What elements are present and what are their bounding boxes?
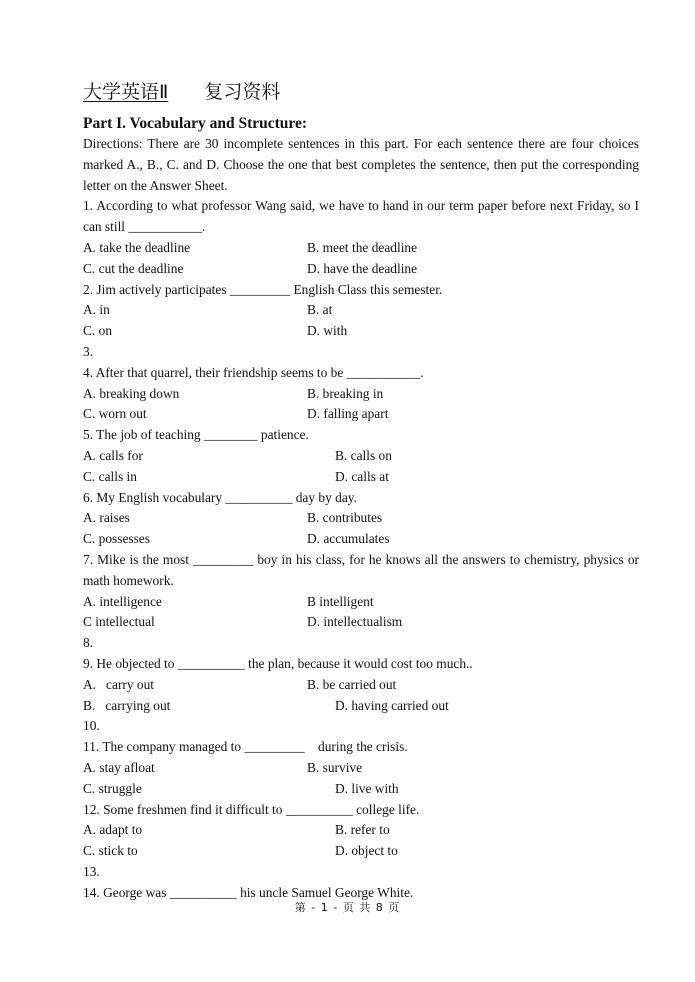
option-b: B. meet the deadline — [307, 239, 418, 255]
question-stem: 3. — [83, 343, 94, 359]
questions-body — [83, 134, 639, 903]
option-b: B. survive — [307, 759, 363, 775]
option-d: D. object to — [335, 843, 398, 859]
option-a: A. raises — [83, 510, 130, 526]
option-row — [83, 321, 639, 342]
question-stem: 8. — [83, 635, 94, 651]
question-stem: 10. — [83, 718, 100, 734]
page-footer: 第 - 1 - 页 共 8 页 — [294, 901, 401, 914]
option-c: C intellectual — [83, 614, 155, 630]
option-d: D. calls at — [335, 468, 389, 484]
option-a: A. intelligence — [83, 593, 162, 609]
option-c: B. carrying out — [83, 697, 171, 713]
option-a: A. in — [83, 302, 110, 318]
question-stem: 1. According to what professor Wang said, we have to hand in our term paper before next Friday, so I can still ___________. — [83, 198, 639, 235]
option-row — [83, 592, 639, 613]
option-b: B. contributes — [307, 510, 383, 526]
option-b: B. refer to — [335, 822, 390, 838]
option-c: C. struggle — [83, 780, 142, 796]
question-stem: 2. Jim actively participates _________ English Class this semester. — [83, 281, 443, 297]
option-row — [83, 675, 639, 696]
material-title: 复习资料 — [204, 81, 281, 103]
option-row — [83, 758, 639, 779]
option-row — [83, 779, 639, 800]
option-a: A. adapt to — [83, 822, 143, 838]
option-b: B. calls on — [335, 447, 392, 463]
option-a: A. carry out — [83, 676, 155, 692]
option-d: D. live with — [335, 780, 399, 796]
option-c: C. worn out — [83, 406, 147, 422]
option-d: D. falling apart — [307, 406, 389, 422]
part-heading: Part I. Vocabulary and Structure: — [83, 115, 308, 132]
option-c: C. possesses — [83, 531, 150, 547]
question-stem: 12. Some freshmen find it difficult to __________ college life. — [83, 801, 420, 817]
option-c: C. calls in — [83, 468, 137, 484]
option-c: C. stick to — [83, 843, 138, 859]
option-c: C. cut the deadline — [83, 260, 184, 276]
option-row — [83, 300, 639, 321]
option-row — [83, 404, 639, 425]
option-row — [83, 238, 639, 259]
question-stem: 4. After that quarrel, their friendship seems to be ___________. — [83, 364, 424, 380]
question-stem: 11. The company managed to _________ during the crisis. — [83, 739, 408, 755]
question-stem: 7. Mike is the most _________ boy in his class, for he knows all the answers to chemistry, physics or math homework. — [83, 551, 639, 588]
option-row — [83, 384, 639, 405]
question-stem: 14. George was __________ his uncle Samuel George White. — [83, 884, 414, 900]
option-d: D. with — [307, 323, 348, 339]
option-a: A. breaking down — [83, 385, 180, 401]
option-d: D. have the deadline — [307, 260, 418, 276]
option-a: A. calls for — [83, 447, 143, 463]
option-row — [83, 529, 639, 550]
option-row — [83, 612, 639, 633]
option-row — [83, 259, 639, 280]
document-title — [83, 79, 280, 105]
option-row — [83, 467, 639, 488]
option-b: B. at — [307, 302, 333, 318]
option-row — [83, 508, 639, 529]
option-c: C. on — [83, 323, 113, 339]
question-stem: 6. My English vocabulary __________ day by day. — [83, 489, 357, 505]
option-row — [83, 696, 639, 717]
option-b: B. breaking in — [307, 385, 384, 401]
course-title: 大学英语Ⅱ — [83, 81, 169, 103]
option-d: D. accumulates — [307, 531, 390, 547]
option-d: D. intellectualism — [307, 614, 403, 630]
question-stem: 9. He objected to __________ the plan, because it would cost too much.. — [83, 655, 473, 671]
directions-text: Directions: There are 30 incomplete sentences in this part. For each sentence there are four choices marked A., B., C. and D. Choose the one that best completes the sentence, then put the corresponding letter on the Answer Sheet. — [83, 136, 639, 193]
option-b: B. be carried out — [307, 676, 397, 692]
option-a: A. stay afloat — [83, 759, 155, 775]
option-b: B intelligent — [307, 593, 374, 609]
option-d: D. having carried out — [335, 697, 449, 713]
option-row — [83, 446, 639, 467]
option-row — [83, 820, 639, 841]
question-stem: 5. The job of teaching ________ patience. — [83, 427, 309, 443]
option-row — [83, 841, 639, 862]
question-stem: 13. — [83, 863, 100, 879]
option-a: A. take the deadline — [83, 239, 191, 255]
